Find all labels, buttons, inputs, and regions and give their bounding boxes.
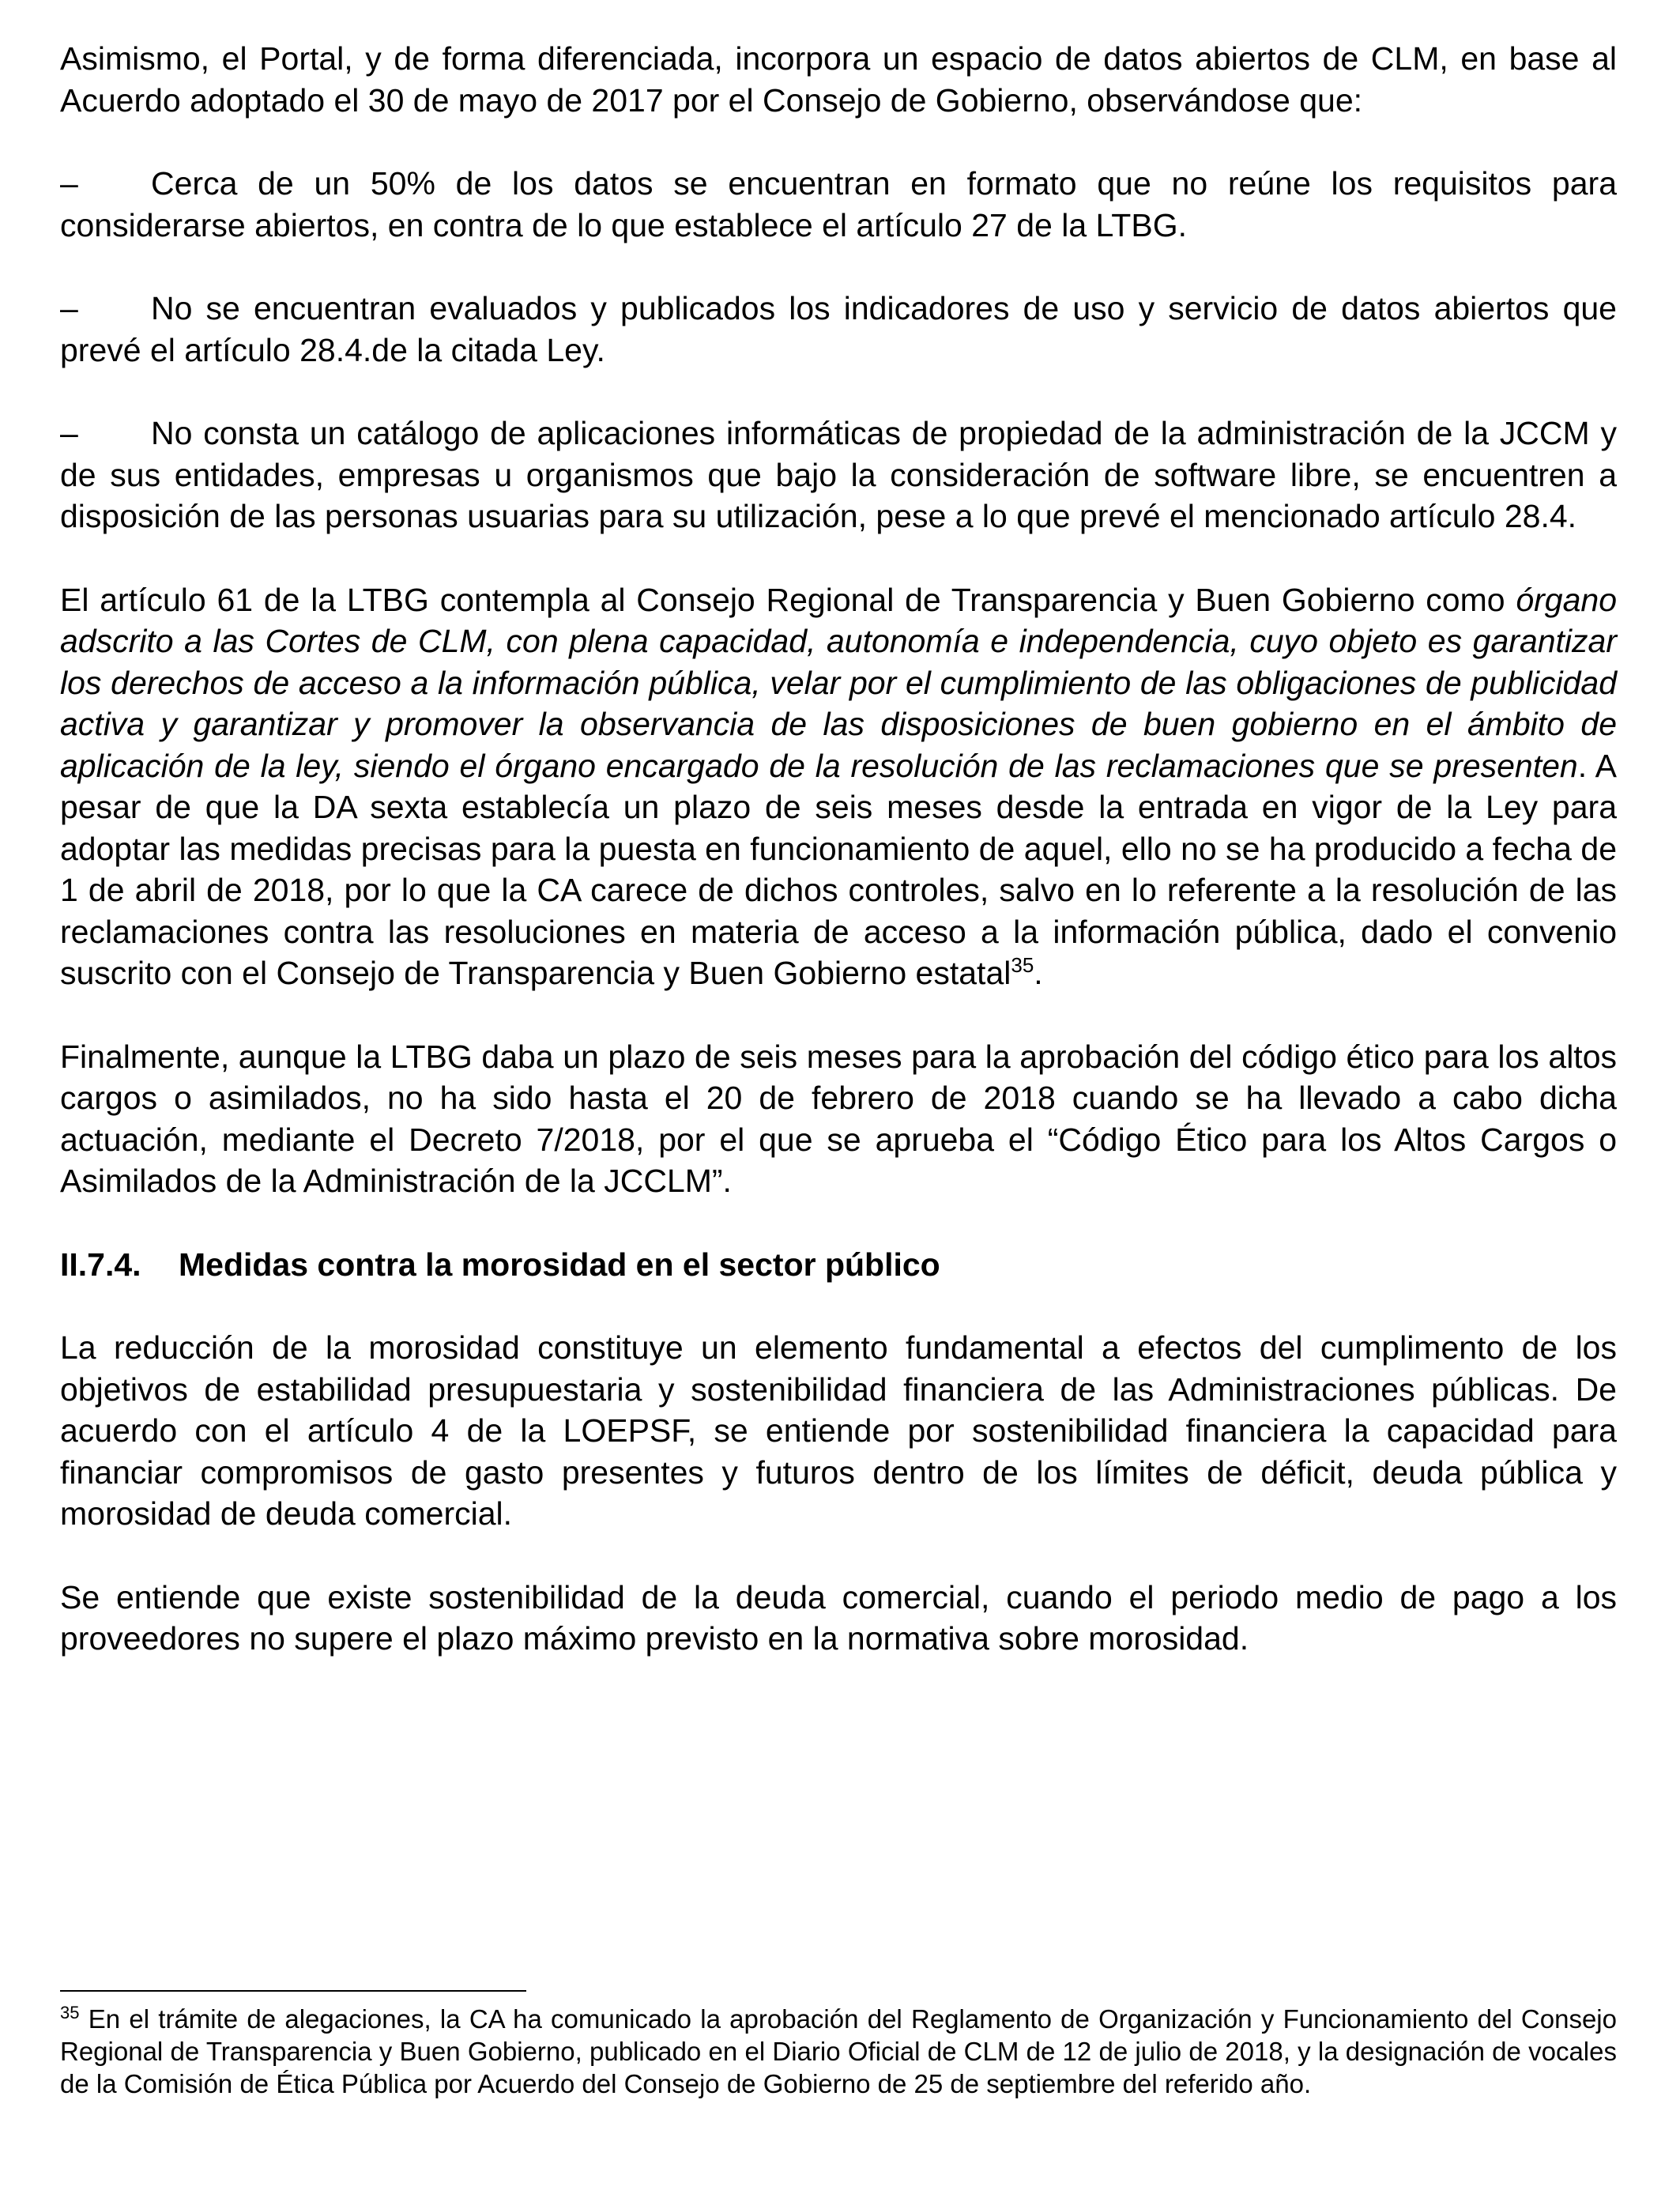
list-item-text: No consta un catálogo de aplicaciones informáticas de propiedad de la administración de la JCCM y de sus entidades, empresas u organismos que bajo la consideración de software libre, se encuentren a disposición de las personas usuarias para su utilización, pese a lo que prevé el mencionado artículo 28.4. <box>60 415 1617 534</box>
paragraph-open-data-intro <box>60 38 1617 121</box>
list-item <box>60 288 1617 371</box>
document-page <box>60 38 1617 1702</box>
list-item-text: Cerca de un 50% de los datos se encuentran en formato que no reúne los requisitos para considerarse abiertos, en contra de lo que establece el artículo 27 de la LTBG. <box>60 165 1617 243</box>
paragraph-commercial-debt <box>60 1577 1617 1660</box>
dash-bullet: – <box>60 165 78 202</box>
paragraph-text: Asimismo, el Portal, y de forma diferenciada, incorpora un espacio de datos abiertos de CLM, en base al Acuerdo adoptado el 30 de mayo de 2017 por el Consejo de Gobierno, observándose que: <box>60 40 1617 119</box>
paragraph-text: Se entiende que existe sostenibilidad de la deuda comercial, cuando el periodo medio de pago a los proveedores no supere el plazo máximo previsto en la normativa sobre morosidad. <box>60 1578 1617 1657</box>
list-item <box>60 163 1617 246</box>
footnote-reference[interactable]: 35 <box>1011 953 1034 977</box>
footnote-number: 35 <box>60 2003 80 2022</box>
section-number: II.7.4. <box>60 1246 141 1283</box>
dash-bullet: – <box>60 415 78 451</box>
paragraph-text: El artículo 61 de la LTBG contempla al Consejo Regional de Transparencia y Buen Gobierno como <box>60 581 1516 618</box>
paragraph-late-payment <box>60 1327 1617 1535</box>
paragraph-period: . <box>1034 955 1043 991</box>
section-heading <box>60 1244 1617 1286</box>
paragraph-text: La reducción de la morosidad constituye un elemento fundamental a efectos del cumplimento de los objetivos de estabilidad presupuestaria y sostenibilidad financiera de las Administraciones públicas. De acuerdo con el artículo 4 de la LOEPSF, se entiende por sostenibilidad financiera la capacidad para financiar compromisos de gasto presentes y futuros dentro de los límites de déficit, deuda pública y morosidad de deuda comercial. <box>60 1329 1617 1532</box>
dash-bullet: – <box>60 290 78 326</box>
list-item-text: No se encuentran evaluados y publicados los indicadores de uso y servicio de datos abiertos que prevé el artículo 28.4.de la citada Ley. <box>60 290 1617 368</box>
list-item <box>60 413 1617 537</box>
section-title: Medidas contra la morosidad en el sector público <box>179 1246 940 1283</box>
paragraph-ethics-code <box>60 1036 1617 1202</box>
paragraph-text: Finalmente, aunque la LTBG daba un plazo de seis meses para la aprobación del código ético para los altos cargos o asimilados, no ha sido hasta el 20 de febrero de 2018 cuando se ha llevado a cabo dicha actuación, mediante el Decreto 7/2018, por el que se aprueba el “Código Ético para los Altos Cargos o Asimilados de la Administración de la JCCLM”. <box>60 1038 1617 1199</box>
footnote <box>60 2003 1617 2100</box>
italic-quote: órgano adscrito a las Cortes de CLM, con plena capacidad, autonomía e independencia, cuyo objeto es garantizar los derechos de acceso a la información pública, velar por el cumplimiento de las obligaciones de publicidad activa y garantizar y promover la observancia de las disposiciones de buen gobierno en el ámbito de aplicación de la ley, siendo el órgano encargado de la resolución de las reclamaciones que se presenten <box>60 581 1617 784</box>
footnote-text: En el trámite de alegaciones, la CA ha comunicado la aprobación del Reglamento de Organización y Funcionamiento del Consejo Regional de Transparencia y Buen Gobierno, publicado en el Diario Oficial de CLM de 12 de julio de 2018, y la designación de vocales de la Comisión de Ética Pública por Acuerdo del Consejo de Gobierno de 25 de septiembre del referido año. <box>60 2004 1617 2098</box>
paragraph-transparency-council <box>60 579 1617 994</box>
footnote-divider <box>60 1990 526 1992</box>
paragraph-text: . A pesar de que la DA sexta establecía un plazo de seis meses desde la entrada en vigor de la Ley para adoptar las medidas precisas para la puesta en funcionamiento de aquel, ello no se ha producido a fecha de 1 de abril de 2018, por lo que la CA carece de dichos controles, salvo en lo referente a la resolución de las reclamaciones contra las resoluciones en materia de acceso a la información pública, dado el convenio suscrito con el Consejo de Transparencia y Buen Gobierno estatal <box>60 747 1617 991</box>
